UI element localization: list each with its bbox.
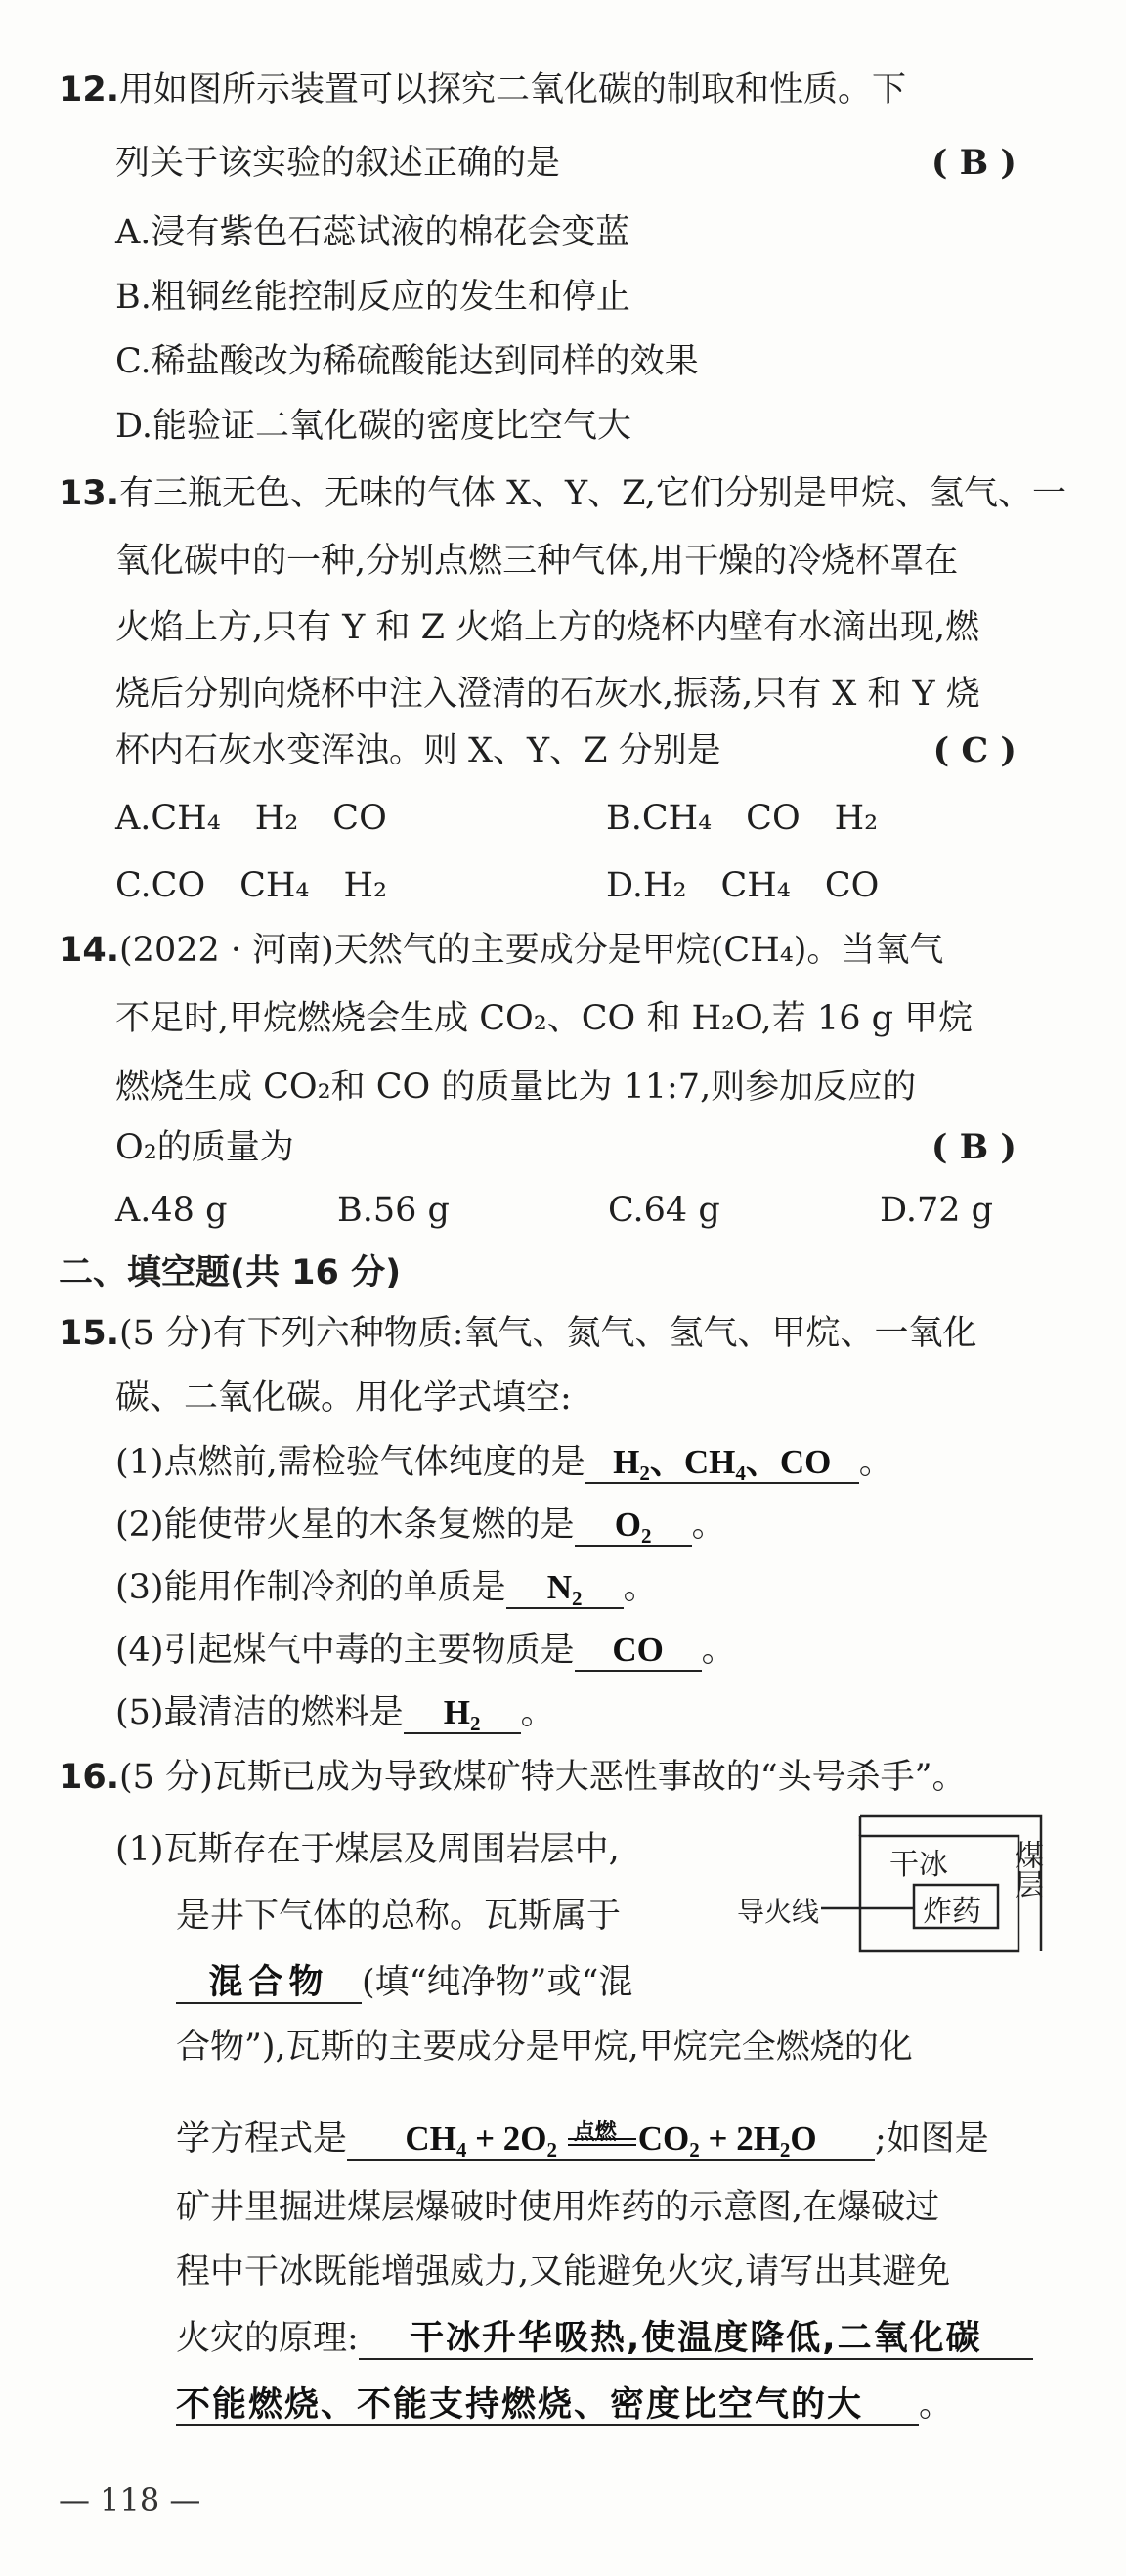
- q14-answer: ( B ): [931, 1127, 1017, 1167]
- equation-products: CO₂ + 2H₂O: [637, 2119, 817, 2158]
- equation-condition: 点燃: [573, 2118, 617, 2144]
- q12-option-d: D.能验证二氧化碳的密度比空气大: [115, 407, 631, 446]
- q12-option-c: C.稀盐酸改为稀硫酸能达到同样的效果: [115, 342, 699, 381]
- q14-option-a: A.48 g: [115, 1191, 228, 1230]
- q15-number: 15.: [59, 1314, 120, 1353]
- dry-ice-label: 干冰: [889, 1848, 948, 1882]
- fuse-label: 导火线: [737, 1896, 820, 1928]
- q16-line1: 16.(5 分)瓦斯已成为导致煤矿特大恶性事故的“头号杀手”。: [59, 1758, 967, 1797]
- q16-line10: 不能燃烧、不能支持燃烧、密度比空气的大 。: [176, 2385, 954, 2424]
- q13-option-d: D.H₂ CH₄ CO: [606, 866, 880, 905]
- blasting-diagram: [737, 1807, 1056, 1953]
- q15-answer-4: CO: [575, 1631, 702, 1672]
- q15-answer-2: O₂: [575, 1506, 692, 1547]
- q14-option-c: C.64 g: [608, 1191, 720, 1230]
- q13-answer: ( C ): [932, 730, 1017, 770]
- q14-line1: 14.(2022 · 河南)天然气的主要成分是甲烷(CH₄)。当氧气: [59, 931, 944, 970]
- q16-line8: 程中干冰既能增强威力,又能避免火灾,请写出其避免: [176, 2252, 951, 2292]
- q13-line3: 火焰上方,只有 Y 和 Z 火焰上方的烧杯内壁有水滴出现,燃: [115, 608, 980, 647]
- q13-option-b: B.CH₄ CO H₂: [606, 799, 879, 838]
- q12-option-b: B.粗铜丝能控制反应的发生和停止: [115, 278, 630, 317]
- q13-number: 13.: [59, 474, 120, 513]
- section-heading: 二、填空题(共 16 分): [59, 1253, 402, 1292]
- q16-equation-line: 学方程式是 CH₄ + 2O₂ 点燃 CO₂ + 2H₂O ;如图是: [176, 2118, 989, 2161]
- page-number: — 118 —: [59, 2481, 201, 2518]
- equation-reactants: CH₄ + 2O₂: [405, 2119, 558, 2158]
- q13-option-c: C.CO CH₄ H₂: [115, 866, 388, 905]
- q16-number: 16.: [59, 1758, 120, 1797]
- q16-answer-principle-2: 不能燃烧、不能支持燃烧、密度比空气的大: [176, 2385, 919, 2426]
- q16-answer-principle-1: 干冰升华吸热,使温度降低,二氧化碳: [359, 2319, 1033, 2360]
- q12-stem-line2: 列关于该实验的叙述正确的是: [115, 144, 561, 183]
- q16-equation-answer: [347, 2119, 875, 2161]
- q14-line2: 不足时,甲烷燃烧会生成 CO₂、CO 和 H₂O,若 16 g 甲烷: [115, 999, 974, 1038]
- q13-line4: 烧后分别向烧杯中注入澄清的石灰水,振荡,只有 X 和 Y 烧: [115, 675, 980, 714]
- q15-item-3: (3)能用作制冷剂的单质是 N₂ 。: [115, 1568, 658, 1607]
- coal-layer-label: 煤层: [1009, 1840, 1043, 1899]
- q16-part1-line4: 合物”),瓦斯的主要成分是甲烷,甲烷完全燃烧的化: [176, 2028, 913, 2067]
- equation-arrow: [566, 2118, 638, 2148]
- q15-item-5: (5)最清洁的燃料是 H₂ 。: [115, 1693, 555, 1732]
- q13-line1: 13.有三瓶无色、无味的气体 X、Y、Z,它们分别是甲烷、氢气、一: [59, 474, 1066, 513]
- q14-option-d: D.72 g: [880, 1191, 994, 1230]
- q13-line5: 杯内石灰水变浑浊。则 X、Y、Z 分别是: [115, 731, 721, 770]
- q12-number: 12.: [59, 70, 120, 109]
- q15-line1: 15.(5 分)有下列六种物质:氧气、氮气、氢气、甲烷、一氧化: [59, 1314, 977, 1353]
- q14-number: 14.: [59, 931, 120, 970]
- q15-answer-1: H₂、CH₄、CO: [585, 1443, 859, 1484]
- q13-option-a: A.CH₄ H₂ CO: [115, 799, 387, 838]
- q12-option-a: A.浸有紫色石蕊试液的棉花会变蓝: [115, 213, 630, 252]
- q14-option-b: B.56 g: [337, 1191, 450, 1230]
- q15-item-4: (4)引起煤气中毒的主要物质是 CO 。: [115, 1631, 736, 1670]
- q16-line7: 矿井里掘进煤层爆破时使用炸药的示意图,在爆破过: [176, 2188, 940, 2227]
- q13-line2: 氧化碳中的一种,分别点燃三种气体,用干燥的冷烧杯罩在: [115, 542, 959, 581]
- q15-item-1: (1)点燃前,需检验气体纯度的是 H₂、CH₄、CO 。: [115, 1443, 893, 1482]
- q16-line9: 火灾的原理: 干冰升华吸热,使温度降低,二氧化碳: [176, 2317, 1033, 2360]
- q16-part1-line3: 混合物 (填“纯净物”或“混: [176, 1961, 632, 2004]
- q15-answer-3: N₂: [506, 1568, 624, 1609]
- explosive-label: 炸药: [923, 1895, 981, 1929]
- q14-line4: O₂的质量为: [115, 1128, 294, 1167]
- q15-line2: 碳、二氧化碳。用化学式填空:: [115, 1378, 572, 1418]
- q14-line3: 燃烧生成 CO₂和 CO 的质量比为 11:7,则参加反应的: [115, 1068, 917, 1107]
- q16-part1-line1: (1)瓦斯存在于煤层及周围岩层中,: [115, 1830, 620, 1869]
- q15-answer-5: H₂: [404, 1693, 521, 1734]
- q16-answer-mixture: 混合物: [176, 1963, 362, 2004]
- q16-part1-line2: 是井下气体的总称。瓦斯属于: [176, 1897, 622, 1936]
- q12-stem-line1: 12.用如图所示装置可以探究二氧化碳的制取和性质。下: [59, 70, 907, 109]
- q12-answer: ( B ): [931, 143, 1017, 183]
- q15-item-2: (2)能使带火星的木条复燃的是 O₂ 。: [115, 1506, 726, 1545]
